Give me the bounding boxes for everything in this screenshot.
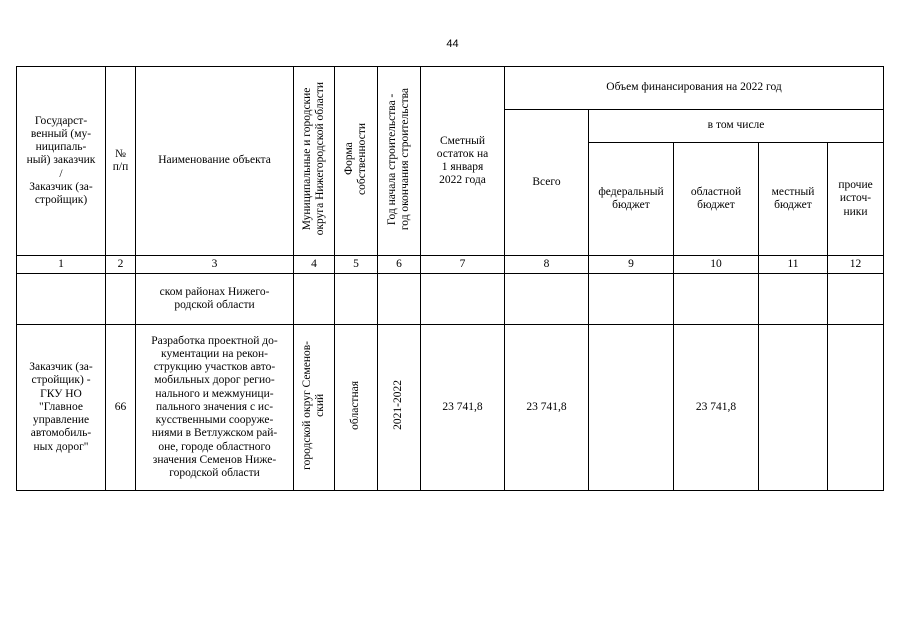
empty-cell	[294, 274, 335, 325]
municipal-district-text: городской округ Семенов- ский	[300, 340, 326, 470]
column-number: 4	[294, 256, 335, 274]
column-number-row	[17, 256, 884, 274]
page-number: 44	[446, 38, 459, 50]
header-construction-years-text: Год начала строительства - год окончания строительства	[385, 87, 411, 230]
federal-cell	[589, 325, 674, 491]
regional-cell: 23 741,8	[674, 325, 759, 491]
empty-cell	[378, 274, 421, 325]
header-federal: федеральный бюджет	[589, 143, 674, 256]
construction-years-text: 2021-2022	[392, 380, 405, 431]
object-name-continued: ском районах Нижего- родской области	[136, 274, 294, 325]
empty-cell	[421, 274, 505, 325]
customer-cell: Заказчик (за- стройщик) - ГКУ НО "Главное управление автомобиль- ных дорог"	[17, 325, 106, 491]
continuation-row	[17, 274, 884, 325]
column-number: 11	[759, 256, 828, 274]
local-cell	[759, 325, 828, 491]
column-number: 6	[378, 256, 421, 274]
header-including: в том числе	[589, 110, 884, 143]
total-cell: 23 741,8	[505, 325, 589, 491]
column-number: 12	[828, 256, 884, 274]
header-customer: Государст- венный (му- ниципаль- ный) заказчик / Заказчик (за- стройщик)	[17, 67, 106, 256]
header-row-1	[17, 67, 884, 110]
header-estimated-balance: Сметный остаток на 1 января 2022 года	[421, 67, 505, 256]
column-number: 1	[17, 256, 106, 274]
row-number-cell: 66	[106, 325, 136, 491]
municipal-district-cell	[294, 325, 335, 491]
header-local: местный бюджет	[759, 143, 828, 256]
other-cell	[828, 325, 884, 491]
object-name-cell: Разработка проектной до- кументации на рекон- струкцию участков авто- мобильных дорог регио- нального и межмуници- пального значения с ис- кусственными сооруже- ниями в Ветлужском рай- оне, городе областного значения Семенов Ниже- городской области	[136, 325, 294, 491]
column-number: 2	[106, 256, 136, 274]
header-financing: Объем финансирования на 2022 год	[505, 67, 884, 110]
header-other: прочие источ- ники	[828, 143, 884, 256]
header-object-name: Наименование объекта	[136, 67, 294, 256]
header-number: № п/п	[106, 67, 136, 256]
financing-table	[16, 66, 884, 491]
header-regional: областной бюджет	[674, 143, 759, 256]
column-number: 7	[421, 256, 505, 274]
empty-cell	[106, 274, 136, 325]
table-row	[17, 325, 884, 491]
header-ownership-form-text: Форма собственности	[342, 122, 368, 195]
header-total: Всего	[505, 110, 589, 256]
column-number: 3	[136, 256, 294, 274]
column-number: 9	[589, 256, 674, 274]
empty-cell	[759, 274, 828, 325]
ownership-form-text: областная	[349, 380, 362, 430]
ownership-form-cell	[335, 325, 378, 491]
empty-cell	[589, 274, 674, 325]
header-construction-years	[378, 67, 421, 256]
header-municipal-district-text: Муниципальные и городские округа Нижегородской области	[300, 82, 326, 236]
header-ownership-form	[335, 67, 378, 256]
empty-cell	[674, 274, 759, 325]
construction-years-cell	[378, 325, 421, 491]
empty-cell	[828, 274, 884, 325]
empty-cell	[505, 274, 589, 325]
header-municipal-district	[294, 67, 335, 256]
column-number: 5	[335, 256, 378, 274]
column-number: 8	[505, 256, 589, 274]
estimated-balance-cell: 23 741,8	[421, 325, 505, 491]
column-number: 10	[674, 256, 759, 274]
empty-cell	[335, 274, 378, 325]
empty-cell	[17, 274, 106, 325]
